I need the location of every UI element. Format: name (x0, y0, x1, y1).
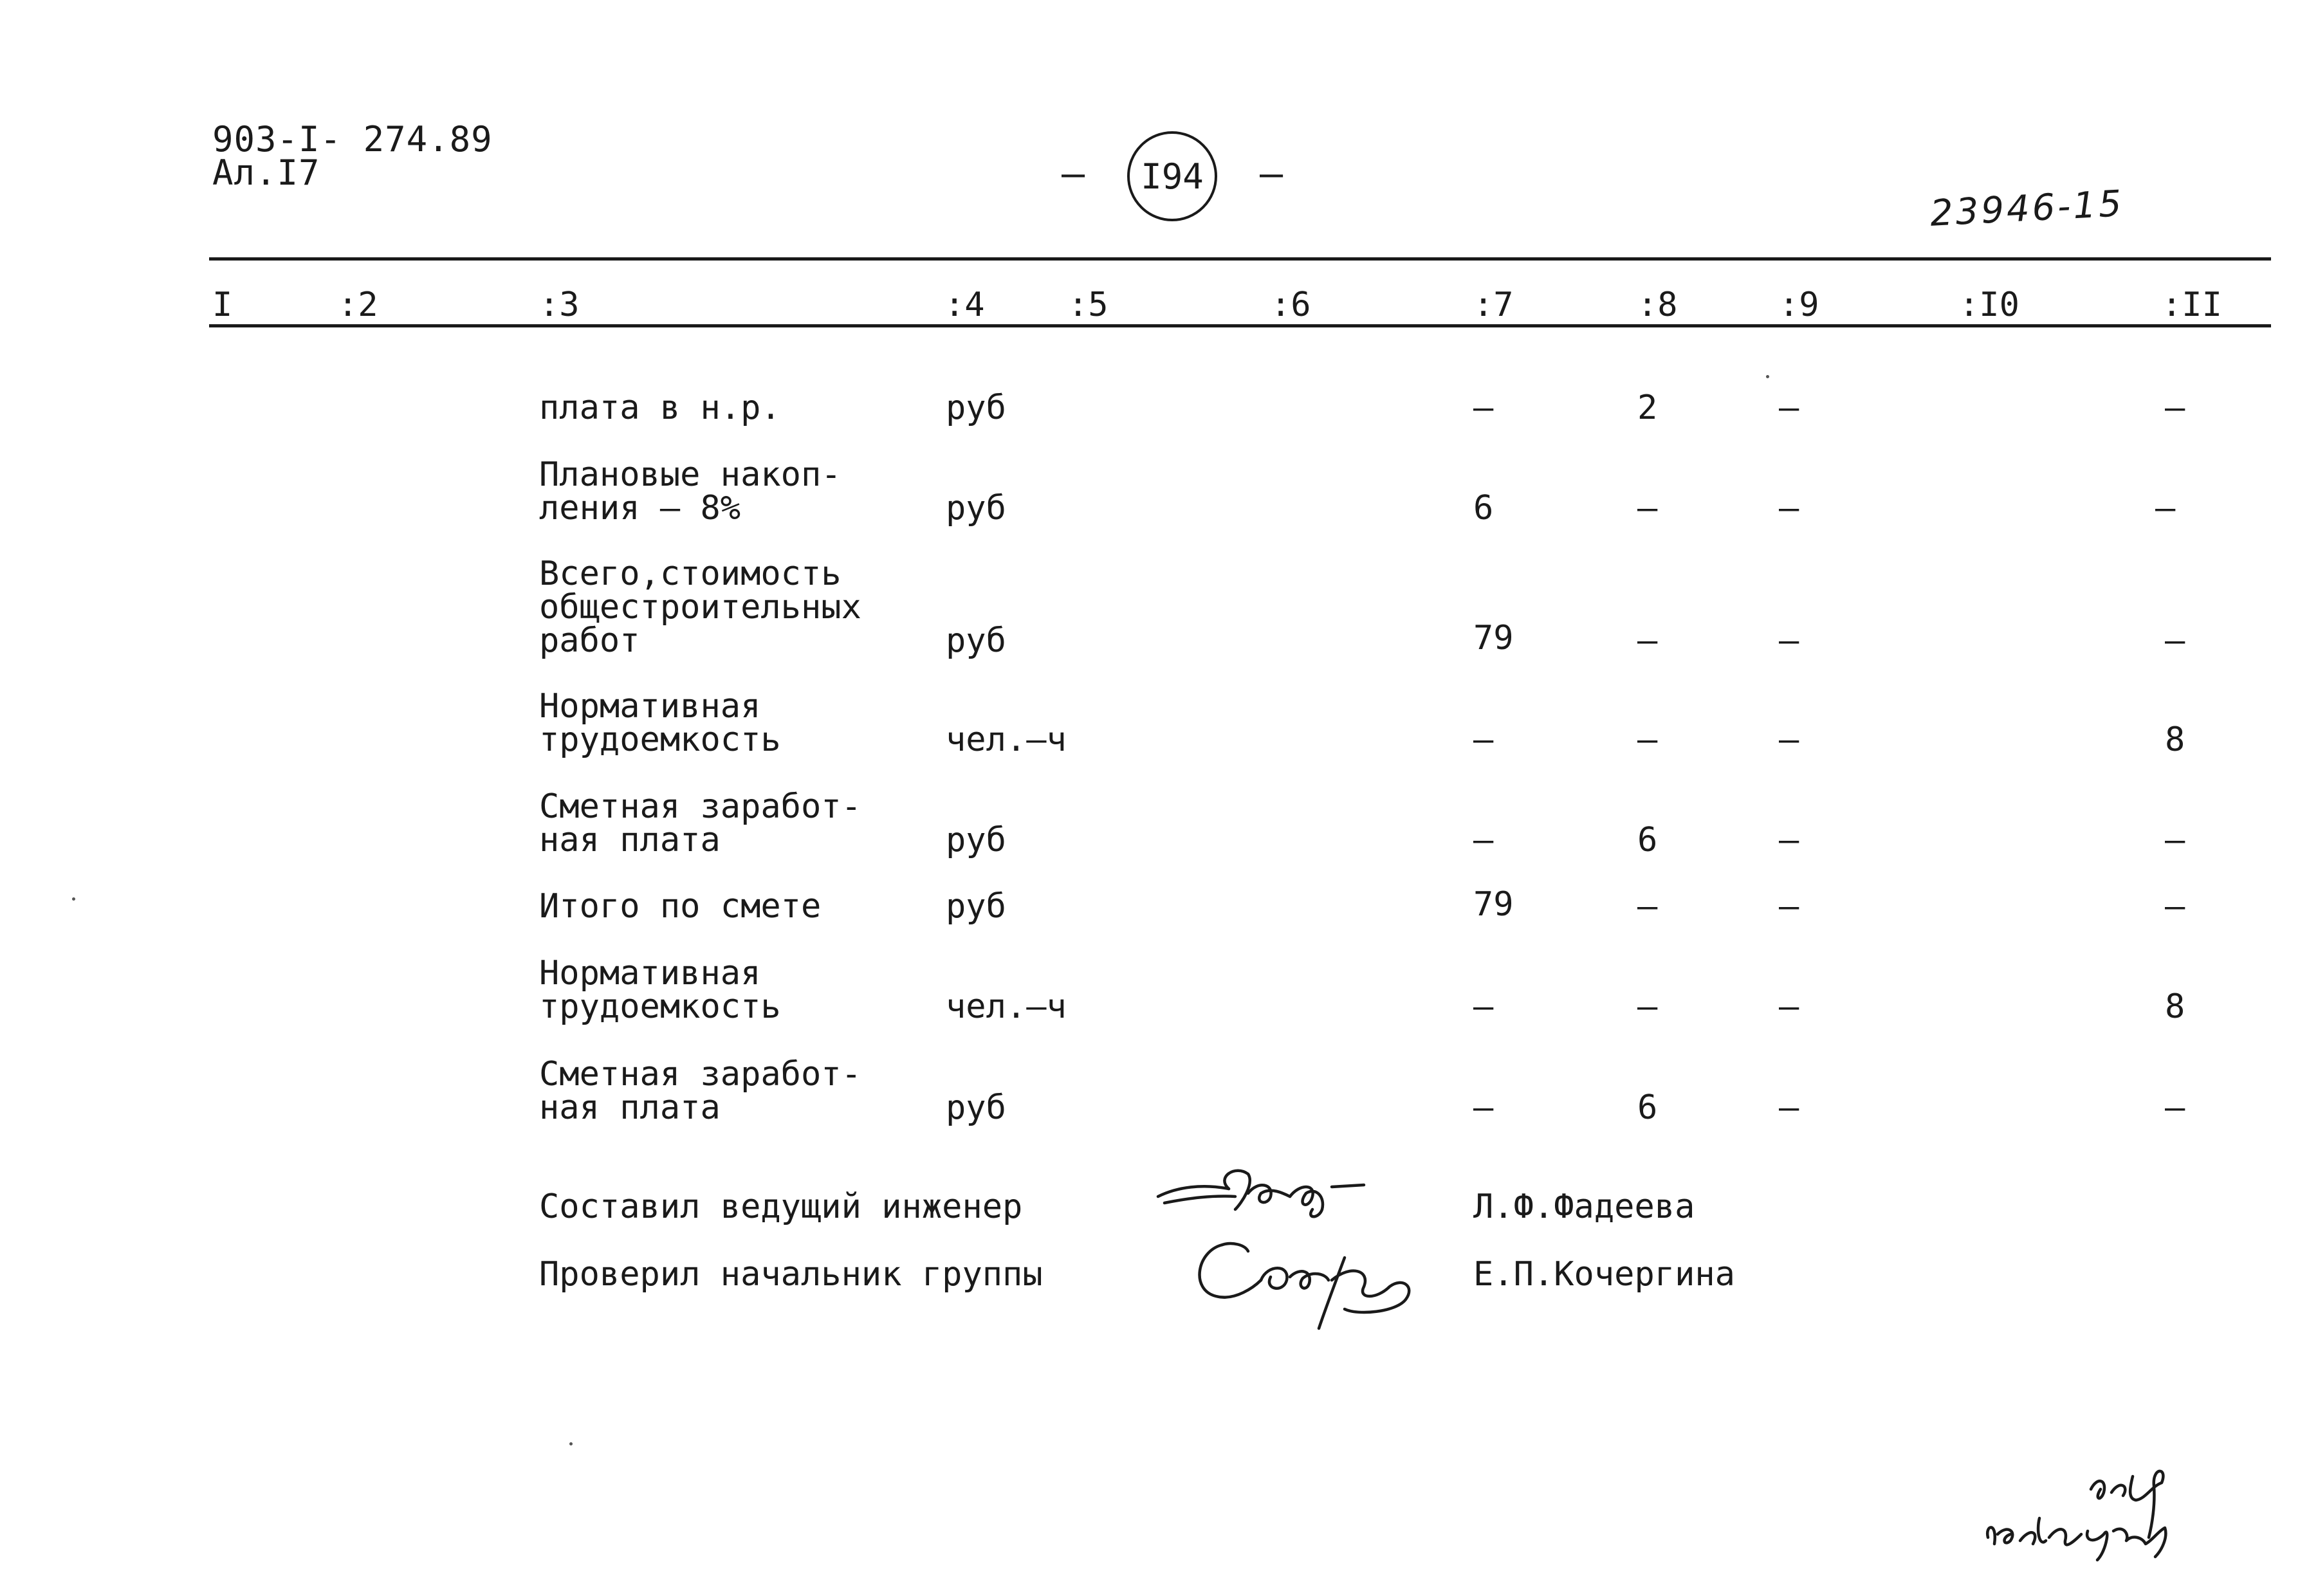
signature-kochergina (1184, 1225, 1467, 1335)
row-4-col9: – (1779, 720, 1799, 759)
row-6-col9: – (1779, 887, 1799, 926)
row-7-col7: – (1473, 987, 1494, 1026)
row-1-col11: – (2165, 389, 2185, 427)
compiled-by-name: Л.Ф.Фадеева (1473, 1188, 1695, 1226)
row-2-col11: – (2155, 489, 2176, 527)
row-7-col8: – (1637, 987, 1658, 1026)
row-3-label: Всего,стоимость общестроительных работ (539, 555, 861, 660)
archive-number: 23946-15 (1929, 183, 2126, 235)
col-header-5: :5 (1068, 286, 1108, 324)
row-2-col7: 6 (1473, 489, 1494, 527)
row-3-col7: 79 (1473, 619, 1514, 657)
row-3-col11: – (2165, 621, 2185, 660)
row-3-unit: руб (946, 621, 1006, 660)
row-6-label: Итого по смете (539, 887, 822, 926)
row-6-col7: 79 (1473, 885, 1514, 924)
document-code: 903-I- 274.89 (212, 119, 493, 160)
row-1-col8: 2 (1637, 389, 1658, 427)
row-4-col7: – (1473, 720, 1494, 759)
col-header-2: :2 (338, 286, 378, 324)
row-1-label: плата в н.р. (539, 389, 781, 427)
row-8-unit: руб (946, 1088, 1006, 1127)
row-4-label: Нормативная трудоемкость (539, 687, 781, 759)
col-header-9: :9 (1779, 286, 1819, 324)
col-header-7: :7 (1473, 286, 1514, 324)
row-6-unit: руб (946, 887, 1006, 926)
col-header-6: :6 (1271, 286, 1311, 324)
scan-speck (72, 897, 75, 901)
col-header-3: :3 (539, 286, 580, 324)
row-5-label: Сметная заработ- ная плата (539, 787, 861, 859)
row-4-col8: – (1637, 720, 1658, 759)
sheet-number: Ал.I7 (212, 152, 320, 193)
page-dash-right: – (1260, 151, 1283, 196)
row-8-col7: – (1473, 1088, 1494, 1127)
col-header-10: :I0 (1959, 286, 2019, 324)
signature-fadeeva (1152, 1158, 1383, 1229)
col-header-1: I (212, 286, 233, 324)
row-5-col9: – (1779, 821, 1799, 859)
table-header-rule (209, 324, 2271, 327)
col-header-4: :4 (944, 286, 985, 324)
row-8-label: Сметная заработ- ная плата (539, 1055, 861, 1127)
row-3-col9: – (1779, 621, 1799, 660)
margin-handwriting (1969, 1460, 2200, 1576)
scan-speck (1766, 375, 1769, 378)
page-dash-left: – (1062, 151, 1085, 196)
row-8-col9: – (1779, 1088, 1799, 1127)
row-2-unit: руб (946, 489, 1006, 527)
row-6-col11: – (2165, 887, 2185, 926)
row-7-label: Нормативная трудоемкость (539, 954, 781, 1026)
row-8-col11: – (2165, 1088, 2185, 1127)
row-7-col11: 8 (2165, 987, 2185, 1026)
scan-speck (569, 1442, 573, 1445)
col-header-8: :8 (1637, 286, 1678, 324)
row-2-label: Плановые накоп- ления – 8% (539, 455, 842, 527)
col-header-11: :II (2162, 286, 2222, 324)
checked-by-role: Проверил начальник группы (539, 1255, 1043, 1294)
row-5-col8: 6 (1637, 821, 1658, 859)
row-2-col9: – (1779, 489, 1799, 527)
row-4-unit: чел.–ч (946, 720, 1067, 759)
row-2-col8: – (1637, 489, 1658, 527)
table-top-rule (209, 257, 2271, 261)
row-7-unit: чел.–ч (946, 987, 1067, 1026)
row-5-col11: – (2165, 821, 2185, 859)
row-5-unit: руб (946, 821, 1006, 859)
row-1-unit: руб (946, 389, 1006, 427)
compiled-by-role: Составил ведущий инженер (539, 1188, 1023, 1226)
row-7-col9: – (1779, 987, 1799, 1026)
row-1-col7: – (1473, 389, 1494, 427)
row-5-col7: – (1473, 821, 1494, 859)
row-1-col9: – (1779, 389, 1799, 427)
row-8-col8: 6 (1637, 1088, 1658, 1127)
row-6-col8: – (1637, 887, 1658, 926)
row-3-col8: – (1637, 621, 1658, 660)
checked-by-name: Е.П.Кочергина (1473, 1255, 1735, 1294)
row-4-col11: 8 (2165, 720, 2185, 759)
page-number-text: I94 (1141, 156, 1204, 197)
page-number (1127, 131, 1217, 221)
